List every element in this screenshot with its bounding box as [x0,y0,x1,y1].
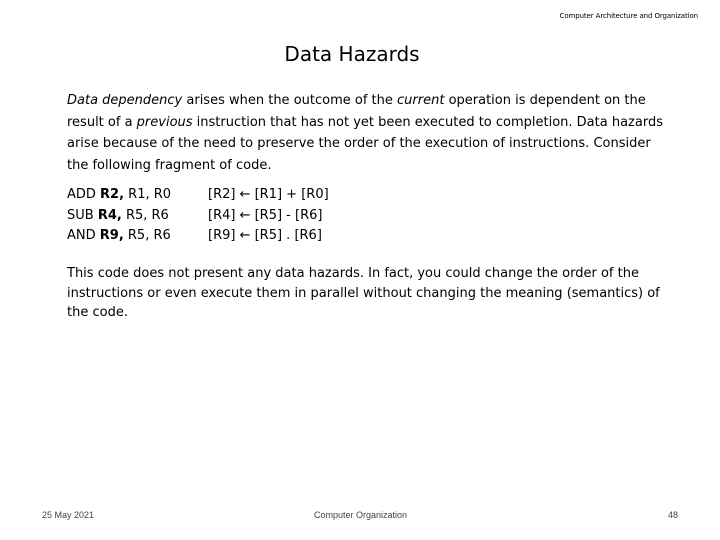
instruction-meaning: [R4] ← [R5] - [R6] [208,207,323,223]
footer-course-name: Computer Organization [314,510,408,520]
instruction-add [67,185,208,206]
footer-date: 25 May 2021 [42,510,95,520]
page-number: 48 [667,510,678,520]
opcode: SUB [67,207,98,223]
source-operands: R5, R6 [123,228,171,243]
opcode: ADD [67,187,101,202]
intro-text-2: operation is dependent on the result of a [67,93,646,130]
destination-register: R4, [97,207,122,223]
conclusion-paragraph: This code does not present any data hazards. In fact, you could change the order of the instructions or even execute them in parallel without changing the meaning (semantics) of the code. [67,266,660,320]
intro-paragraph [67,90,667,176]
code-fragment [67,185,329,247]
destination-register: R9, [99,228,124,243]
source-operands: R5, R6 [121,207,169,223]
code-row-sub [67,206,329,227]
instruction-meaning: [R2] ← [R1] + [R0] [208,187,329,202]
opcode: AND [67,228,100,243]
source-operands: R1, R0 [124,187,172,202]
term-data-dependency: Data dependency [67,93,183,108]
destination-register: R2, [100,187,125,202]
instruction-and [67,226,208,247]
instruction-meaning: [R9] ← [R5] . [R6] [208,228,322,243]
header-course-title: Computer Architecture and Organization [559,12,698,20]
term-previous: previous [136,114,193,130]
intro-text-1: arises when the outcome of the [182,93,398,108]
term-current: current [397,93,445,108]
code-row-add [67,185,329,206]
slide-title: Data Hazards [284,42,420,66]
instruction-sub [67,206,208,227]
code-row-and [67,226,329,247]
intro-text-3: instruction that has not yet been executed to completion. Data hazards arise because of the need to preserve the order of the execution of instructions. Consider the following fragment of code. [67,114,663,173]
